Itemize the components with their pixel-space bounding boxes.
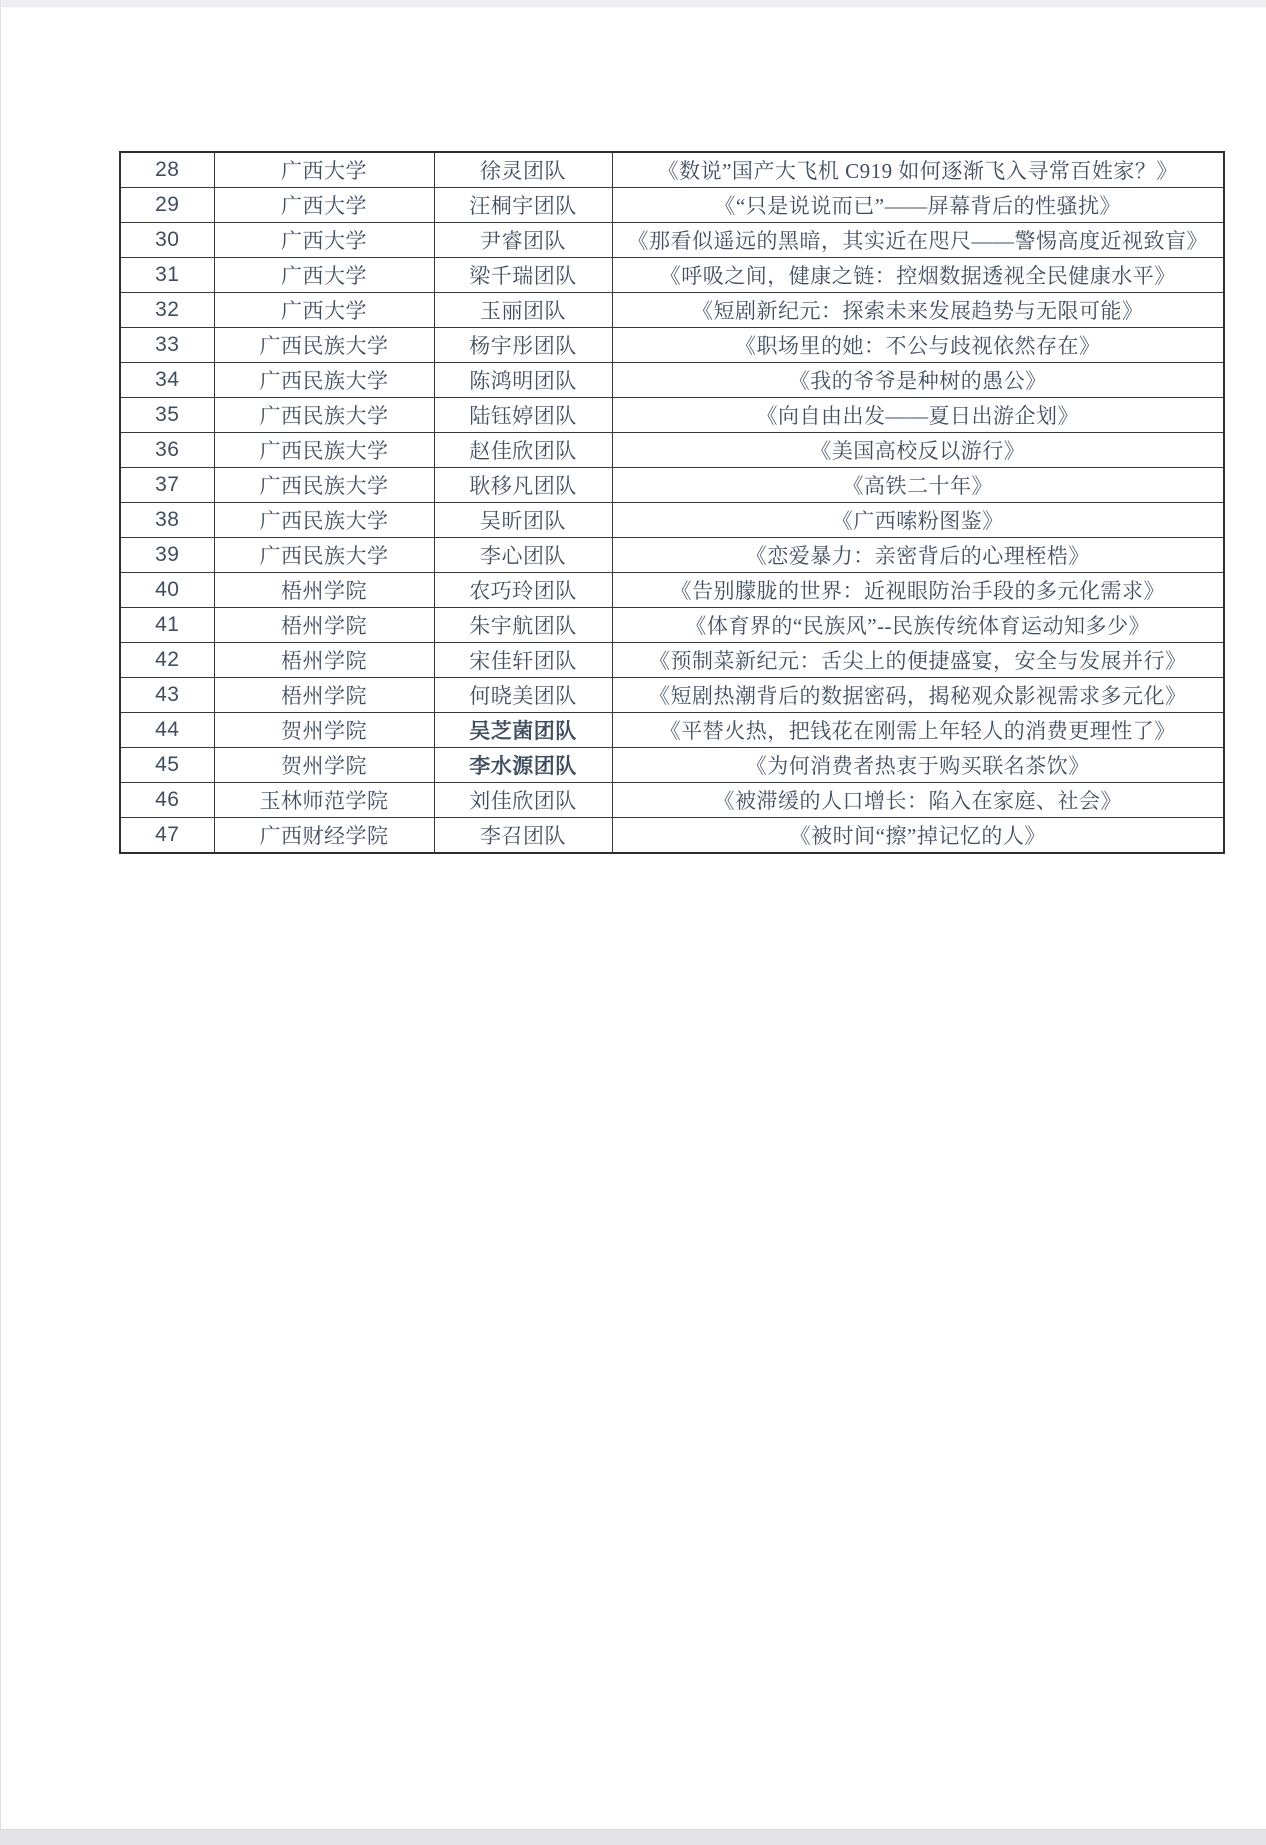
cell-team-name: 杨宇彤团队 xyxy=(434,328,612,363)
cell-work-title: 《恋爱暴力：亲密背后的心理桎梏》 xyxy=(612,538,1224,573)
cell-school-name: 广西民族大学 xyxy=(214,433,434,468)
cell-team-name: 宋佳轩团队 xyxy=(434,643,612,678)
table-row xyxy=(120,398,1224,433)
results-table-body xyxy=(120,152,1224,853)
table-row xyxy=(120,188,1224,223)
cell-team-name: 农巧玲团队 xyxy=(434,573,612,608)
cell-work-title: 《数说”国产大飞机 C919 如何逐渐飞入寻常百姓家？》 xyxy=(612,152,1224,188)
cell-team-name: 陆钰婷团队 xyxy=(434,398,612,433)
cell-row-number: 44 xyxy=(120,713,214,748)
cell-school-name: 贺州学院 xyxy=(214,713,434,748)
cell-row-number: 41 xyxy=(120,608,214,643)
cell-team-name: 李水源团队 xyxy=(434,748,612,783)
cell-row-number: 37 xyxy=(120,468,214,503)
cell-school-name: 广西民族大学 xyxy=(214,538,434,573)
cell-work-title: 《呼吸之间，健康之链：控烟数据透视全民健康水平》 xyxy=(612,258,1224,293)
cell-work-title: 《向自由出发——夏日出游企划》 xyxy=(612,398,1224,433)
cell-work-title: 《被滞缓的人口增长：陷入在家庭、社会》 xyxy=(612,783,1224,818)
cell-team-name: 汪桐宇团队 xyxy=(434,188,612,223)
cell-row-number: 46 xyxy=(120,783,214,818)
table-row xyxy=(120,748,1224,783)
table-row xyxy=(120,713,1224,748)
cell-team-name: 吴昕团队 xyxy=(434,503,612,538)
cell-row-number: 34 xyxy=(120,363,214,398)
cell-row-number: 38 xyxy=(120,503,214,538)
cell-row-number: 43 xyxy=(120,678,214,713)
cell-row-number: 30 xyxy=(120,223,214,258)
table-row xyxy=(120,433,1224,468)
cell-team-name: 赵佳欣团队 xyxy=(434,433,612,468)
cell-team-name: 吴芝菌团队 xyxy=(434,713,612,748)
cell-row-number: 40 xyxy=(120,573,214,608)
cell-team-name: 尹睿团队 xyxy=(434,223,612,258)
table-row xyxy=(120,328,1224,363)
cell-school-name: 梧州学院 xyxy=(214,608,434,643)
cell-work-title: 《职场里的她：不公与歧视依然存在》 xyxy=(612,328,1224,363)
cell-work-title: 《预制菜新纪元：舌尖上的便捷盛宴，安全与发展并行》 xyxy=(612,643,1224,678)
cell-school-name: 广西大学 xyxy=(214,152,434,188)
table-row xyxy=(120,258,1224,293)
cell-school-name: 广西民族大学 xyxy=(214,503,434,538)
cell-team-name: 李心团队 xyxy=(434,538,612,573)
cell-school-name: 玉林师范学院 xyxy=(214,783,434,818)
cell-school-name: 广西财经学院 xyxy=(214,818,434,854)
table-row xyxy=(120,818,1224,854)
results-table xyxy=(119,151,1225,854)
cell-row-number: 36 xyxy=(120,433,214,468)
table-row xyxy=(120,468,1224,503)
cell-work-title: 《体育界的“民族风”--民族传统体育运动知多少》 xyxy=(612,608,1224,643)
table-row xyxy=(120,152,1224,188)
cell-school-name: 广西民族大学 xyxy=(214,328,434,363)
cell-work-title: 《“只是说说而已”——屏幕背后的性骚扰》 xyxy=(612,188,1224,223)
table-row xyxy=(120,293,1224,328)
cell-school-name: 广西大学 xyxy=(214,293,434,328)
cell-school-name: 广西大学 xyxy=(214,258,434,293)
cell-school-name: 广西民族大学 xyxy=(214,468,434,503)
cell-work-title: 《告别朦胧的世界：近视眼防治手段的多元化需求》 xyxy=(612,573,1224,608)
page-top-edge xyxy=(0,0,1266,8)
cell-work-title: 《广西嗦粉图鉴》 xyxy=(612,503,1224,538)
cell-school-name: 广西大学 xyxy=(214,188,434,223)
cell-team-name: 李召团队 xyxy=(434,818,612,854)
cell-school-name: 贺州学院 xyxy=(214,748,434,783)
cell-school-name: 梧州学院 xyxy=(214,643,434,678)
cell-row-number: 39 xyxy=(120,538,214,573)
cell-team-name: 玉丽团队 xyxy=(434,293,612,328)
cell-team-name: 徐灵团队 xyxy=(434,152,612,188)
cell-school-name: 广西民族大学 xyxy=(214,398,434,433)
cell-row-number: 45 xyxy=(120,748,214,783)
cell-row-number: 33 xyxy=(120,328,214,363)
table-row xyxy=(120,223,1224,258)
cell-school-name: 梧州学院 xyxy=(214,573,434,608)
table-row xyxy=(120,783,1224,818)
cell-work-title: 《为何消费者热衷于购买联名茶饮》 xyxy=(612,748,1224,783)
table-row xyxy=(120,678,1224,713)
cell-work-title: 《那看似遥远的黑暗，其实近在咫尺——警惕高度近视致盲》 xyxy=(612,223,1224,258)
cell-row-number: 31 xyxy=(120,258,214,293)
cell-work-title: 《高铁二十年》 xyxy=(612,468,1224,503)
cell-row-number: 29 xyxy=(120,188,214,223)
document-page xyxy=(1,8,1266,1829)
cell-row-number: 35 xyxy=(120,398,214,433)
cell-row-number: 47 xyxy=(120,818,214,854)
table-row xyxy=(120,608,1224,643)
cell-team-name: 何晓美团队 xyxy=(434,678,612,713)
cell-team-name: 耿移凡团队 xyxy=(434,468,612,503)
cell-row-number: 32 xyxy=(120,293,214,328)
cell-school-name: 广西大学 xyxy=(214,223,434,258)
cell-work-title: 《我的爷爷是种树的愚公》 xyxy=(612,363,1224,398)
cell-team-name: 刘佳欣团队 xyxy=(434,783,612,818)
table-row xyxy=(120,503,1224,538)
cell-work-title: 《平替火热，把钱花在刚需上年轻人的消费更理性了》 xyxy=(612,713,1224,748)
page-bottom-edge xyxy=(0,1829,1266,1845)
cell-team-name: 梁千瑞团队 xyxy=(434,258,612,293)
table-row xyxy=(120,538,1224,573)
table-row xyxy=(120,363,1224,398)
cell-school-name: 梧州学院 xyxy=(214,678,434,713)
cell-team-name: 朱宇航团队 xyxy=(434,608,612,643)
cell-row-number: 28 xyxy=(120,152,214,188)
table-row xyxy=(120,643,1224,678)
cell-work-title: 《被时间“擦”掉记忆的人》 xyxy=(612,818,1224,854)
cell-work-title: 《短剧热潮背后的数据密码，揭秘观众影视需求多元化》 xyxy=(612,678,1224,713)
cell-row-number: 42 xyxy=(120,643,214,678)
cell-work-title: 《美国高校反以游行》 xyxy=(612,433,1224,468)
table-row xyxy=(120,573,1224,608)
cell-school-name: 广西民族大学 xyxy=(214,363,434,398)
cell-work-title: 《短剧新纪元：探索未来发展趋势与无限可能》 xyxy=(612,293,1224,328)
cell-team-name: 陈鸿明团队 xyxy=(434,363,612,398)
